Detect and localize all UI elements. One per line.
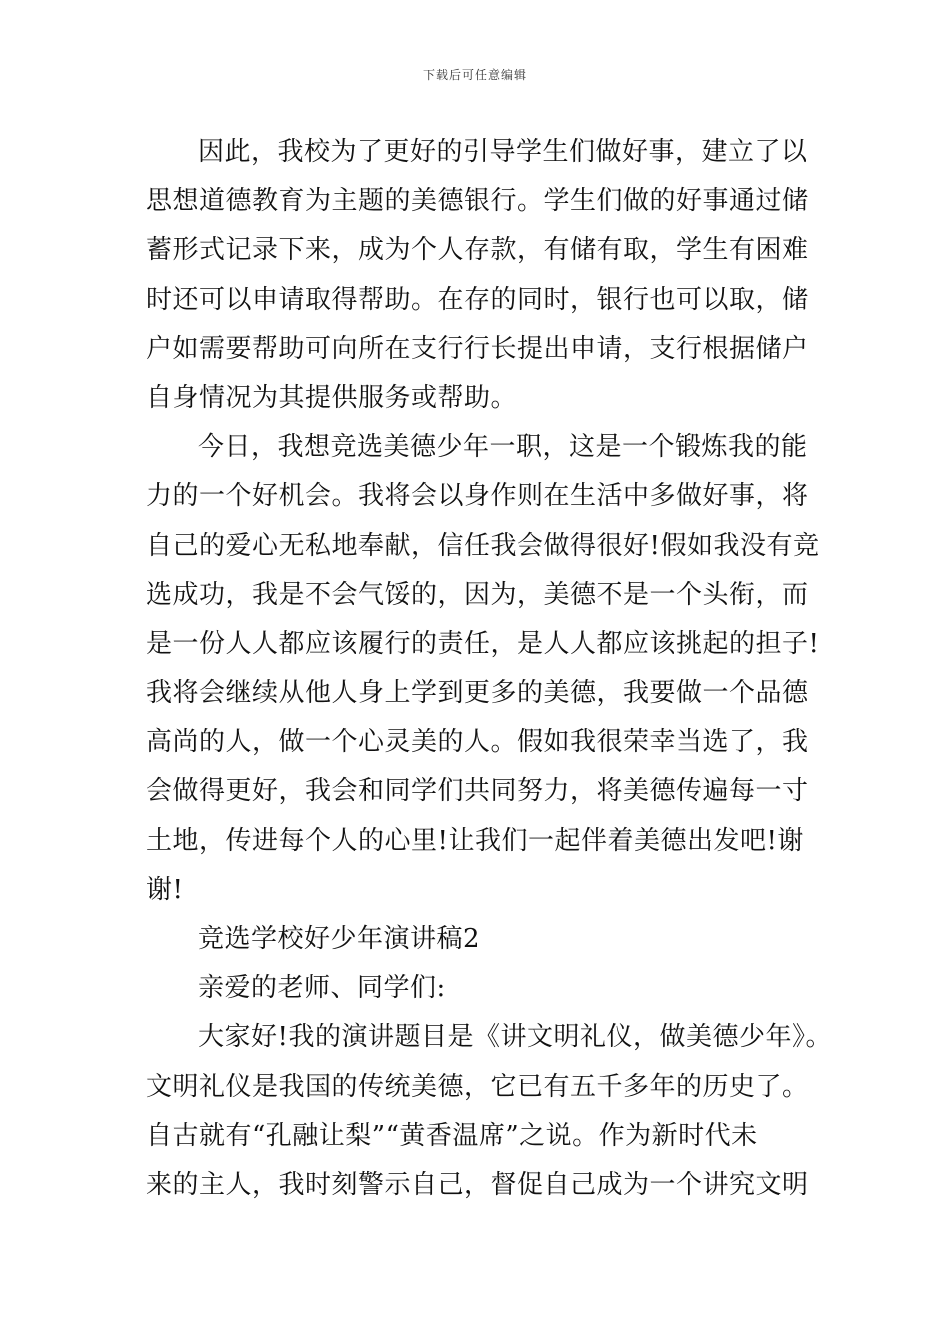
text-line: 谢! [146, 874, 184, 905]
text-line: 自古就有“孔融让梨”“黄香温席”之说。作为新时代未 [146, 1120, 758, 1151]
text-line: 来的主人，我时刻警示自己，督促自己成为一个讲究文明 [146, 1169, 809, 1200]
text-line: 今日，我想竞选美德少年一职，这是一个锻炼我的能 [198, 432, 808, 463]
text-line: 土地，传进每个人的心里!让我们一起伴着美德出发吧!谢 [146, 825, 804, 856]
text-line: 因此，我校为了更好的引导学生们做好事，建立了以 [198, 137, 808, 167]
salutation: 亲爱的老师、同学们: [198, 973, 446, 1004]
text-line: 思想道德教育为主题的美德银行。学生们做的好事通过储 [146, 186, 809, 217]
text-line: 会做得更好，我会和同学们共同努力，将美德传遍每一寸 [146, 776, 809, 807]
text-line: 力的一个好机会。我将会以身作则在生活中多做好事，将 [146, 481, 809, 512]
text-line: 文明礼仪是我国的传统美德，它已有五千多年的历史了。 [146, 1071, 809, 1102]
text-line: 大家好!我的演讲题目是《讲文明礼仪，做美德少年》。 [198, 1022, 832, 1053]
section-title: 竞选学校好少年演讲稿2 [198, 924, 481, 954]
text-line: 蓄形式记录下来，成为个人存款，有储有取，学生有困难 [146, 235, 809, 266]
text-line: 自身情况为其提供服务或帮助。 [146, 382, 518, 413]
page-header: 下载后可任意编辑 [422, 68, 527, 82]
text-line: 我将会继续从他人身上学到更多的美德，我要做一个品德 [146, 678, 809, 709]
text-line: 是一份人人都应该履行的责任，是人人都应该挑起的担子! [146, 628, 820, 659]
text-line: 高尚的人，做一个心灵美的人。假如我很荣幸当选了，我 [146, 727, 809, 758]
text-line: 户如需要帮助可向所在支行行长提出申请，支行根据储户 [146, 333, 809, 364]
document-body [146, 128, 832, 1210]
text-line: 时还可以申请取得帮助。在存的同时，银行也可以取，储 [146, 284, 809, 315]
text-line: 自己的爱心无私地奉献，信任我会做得很好!假如我没有竞 [146, 530, 820, 561]
text-line: 选成功，我是不会气馁的，因为，美德不是一个头衔，而 [146, 579, 809, 610]
